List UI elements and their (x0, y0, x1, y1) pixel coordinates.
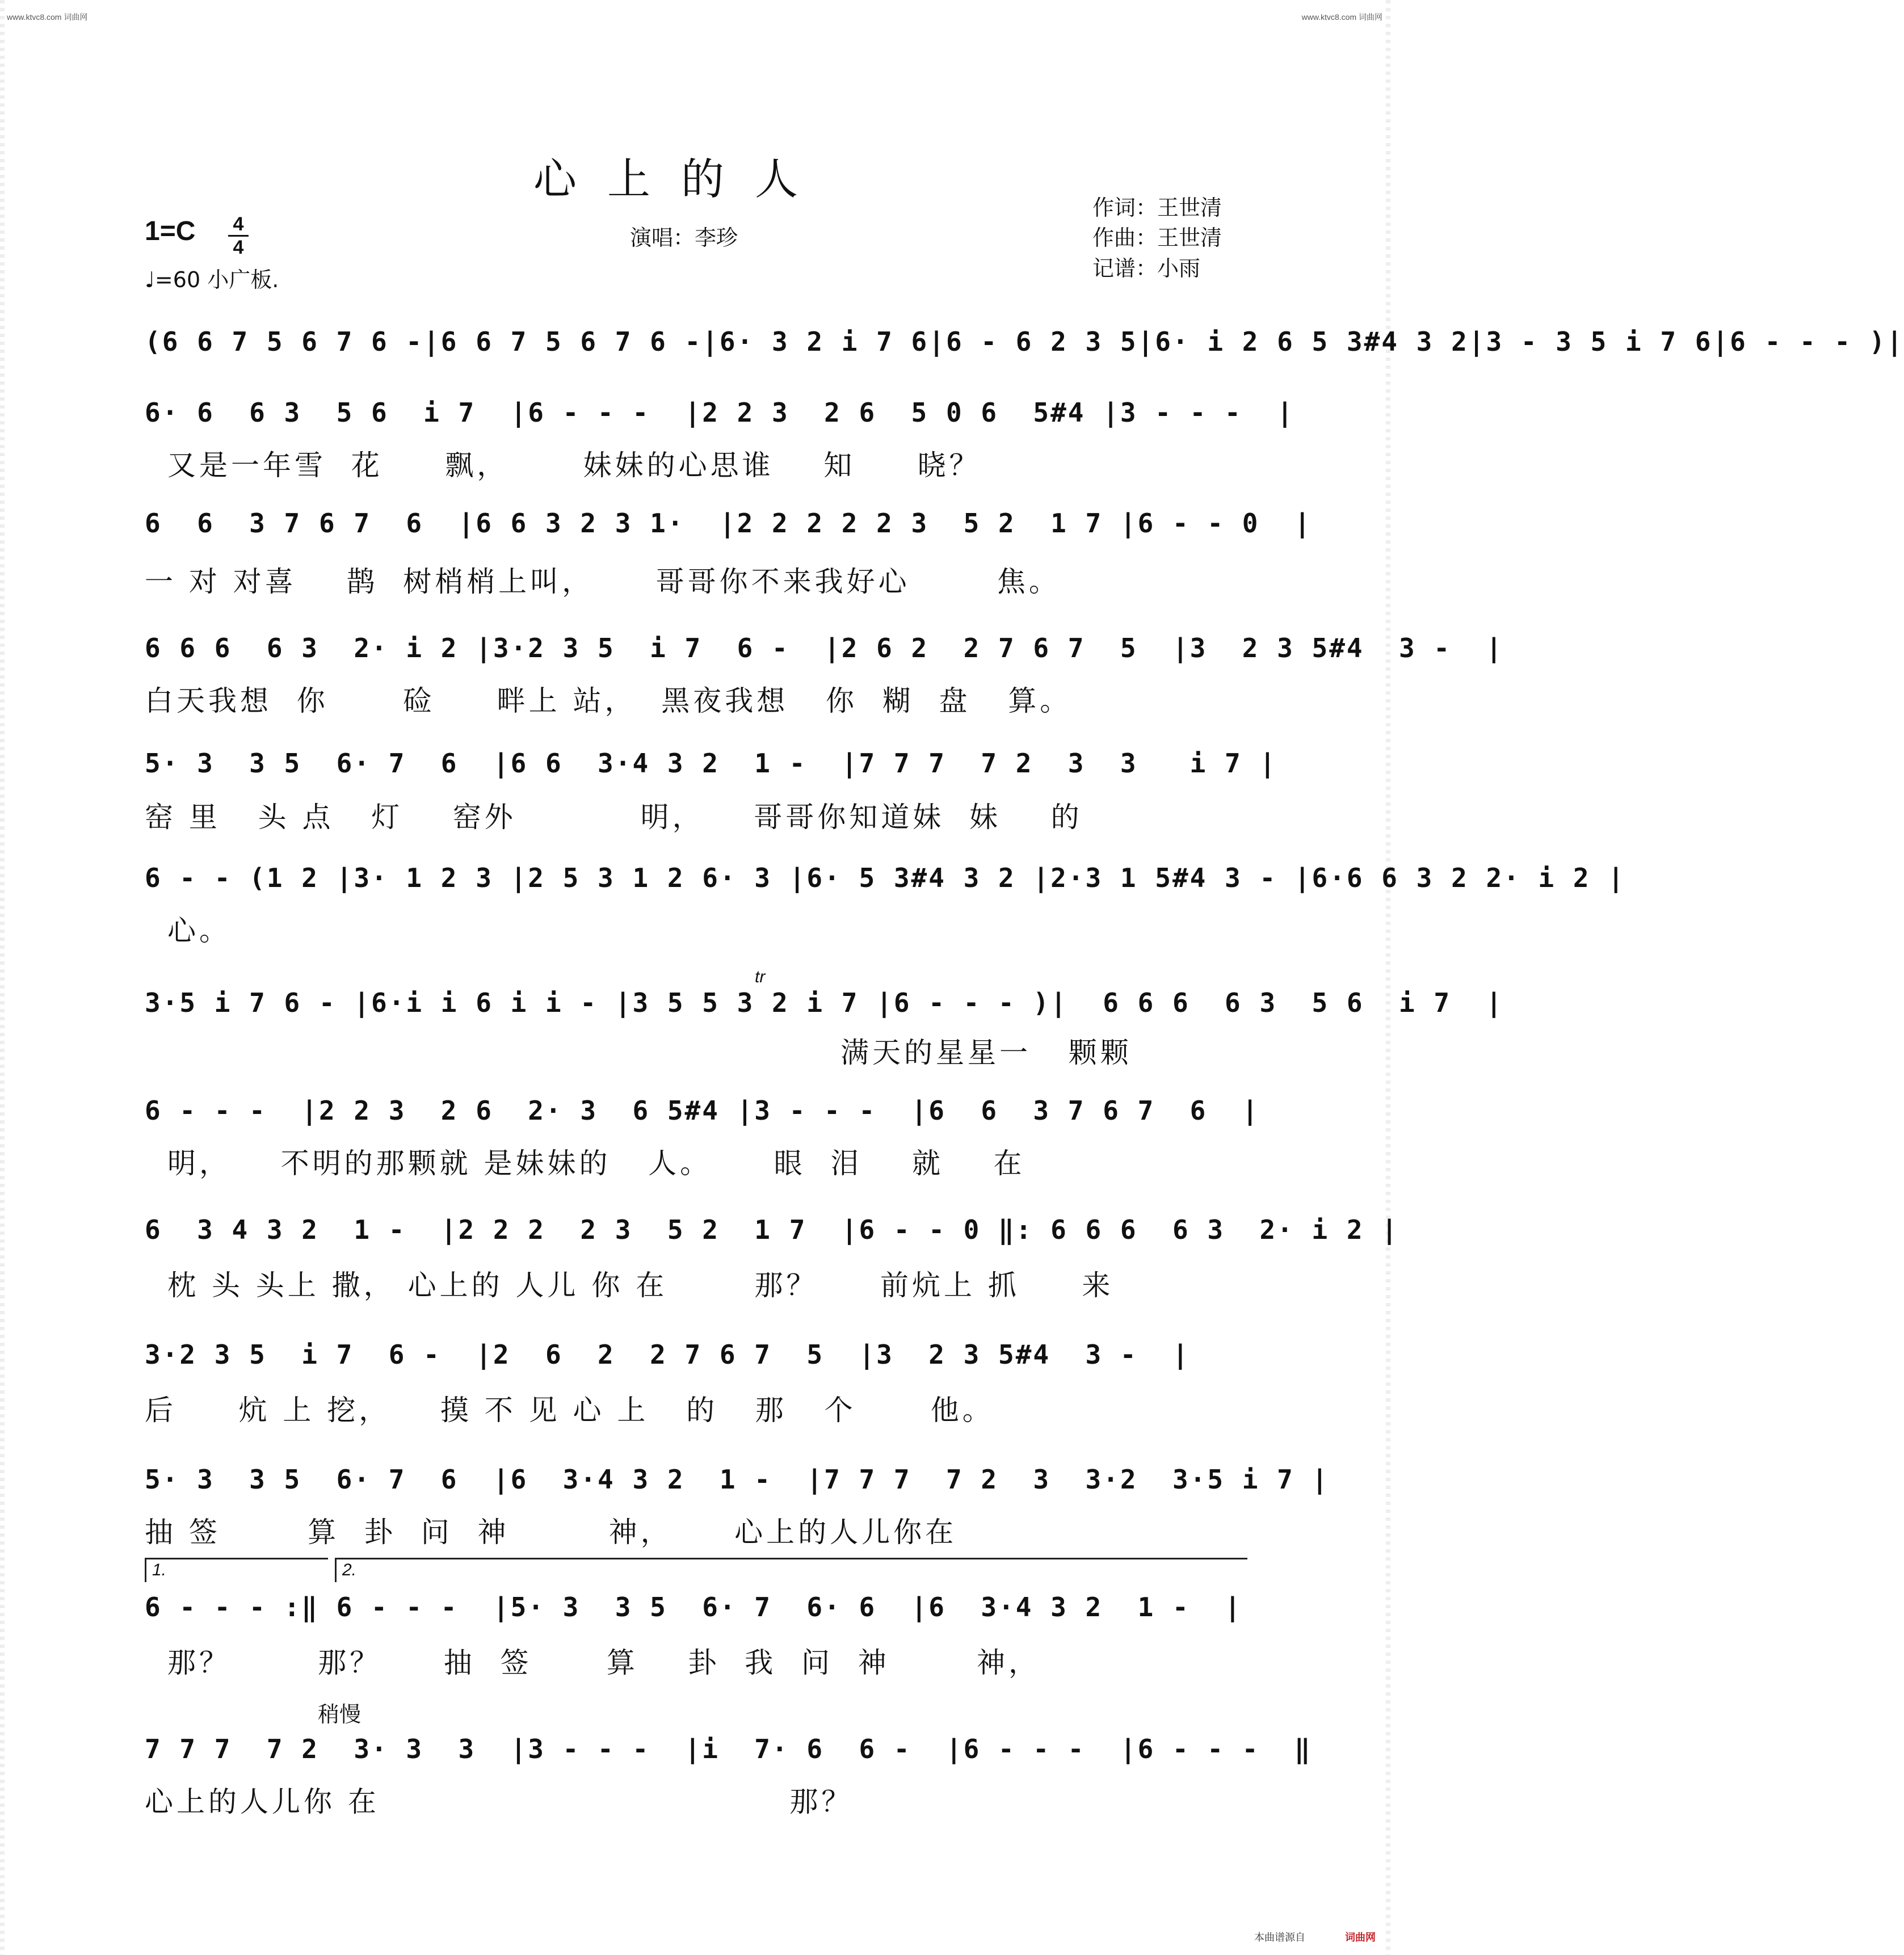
score-row-5-notes: 5· 3 3 5 6· 7 6 |6 6 3·4 3 2 1 - |7 7 7 7 2 3 3 i 7 | (145, 748, 1277, 779)
score-row-8-notes: 6 - - - |2 2 3 2 6 2· 3 6 5#4 |3 - - - |6 6 3 7 6 7 6 | (145, 1095, 1260, 1126)
score-row-3-notes: 6 6 3 7 6 7 6 |6 6 3 2 3 1· |2 2 2 2 2 3 5 2 1 7 |6 - - 0 | (145, 508, 1312, 539)
score-row-11-notes: 5· 3 3 5 6· 7 6 |6 3·4 3 2 1 - |7 7 7 7 2 3 3·2 3·5 i 7 | (145, 1464, 1330, 1495)
footer-source-label: 本曲谱源自 (1254, 1932, 1305, 1943)
score-row-5-lyric: 窑 里 头 点 灯 窑外 明， 哥哥你知道妹 妹 的 (145, 801, 1083, 834)
watermark-top-right: www.ktvc8.com 词曲网 (1301, 12, 1382, 22)
trill-mark: tr (755, 968, 766, 986)
volta-2-bracket (335, 1558, 1247, 1582)
time-signature-bottom: 4 (233, 237, 244, 258)
time-signature (228, 215, 249, 257)
score-row-10-lyric: 后 炕 上 挖， 摸 不 见 心 上 的 那 个 他。 (145, 1394, 994, 1427)
score-row-4-lyric: 白天我想 你 硷 畔上 站， 黑夜我想 你 糊 盘 算。 (145, 684, 1072, 717)
left-margin-strip (0, 0, 5, 1955)
slower-tempo-mark: 稍慢 (318, 1702, 362, 1727)
score-row-13-lyric: 心上的人儿你 在 那？ (145, 1785, 854, 1818)
lyricist-credit: 作词：王世清 (1092, 195, 1222, 220)
composer-credit: 作曲：王世清 (1092, 225, 1222, 250)
score-row-6-lyric: 心。 (167, 914, 231, 947)
time-signature-top: 4 (233, 213, 244, 235)
volta-2-label: 2. (342, 1561, 357, 1579)
score-row-2-notes: 6· 6 6 3 5 6 i 7 |6 - - - |2 2 3 2 6 5 0 6 5#4 |3 - - - | (145, 397, 1294, 428)
score-row-6-notes: 6 - - (1 2 |3· 1 2 3 |2 5 3 1 2 6· 3 |6· 5 3#4 3 2 |2·3 1 5#4 3 - |6·6 6 3 2 2· i 2 | (145, 863, 1626, 893)
score-row-7-notes: 3·5 i 7 6 - |6·i i 6 i i - |3 5 5 3 2 i 7 |6 - - - )| 6 6 6 6 3 5 6 i 7 | (145, 987, 1504, 1018)
score-row-7-lyric: 满天的星星一 颗颗 (145, 1036, 1132, 1069)
watermark-top-left: www.ktvc8.com 词曲网 (7, 12, 88, 22)
score-row-9-notes: 6 3 4 3 2 1 - |2 2 2 2 3 5 2 1 7 |6 - - 0 ‖: 6 6 6 6 3 2· i 2 | (145, 1214, 1399, 1245)
score-row-4-notes: 6 6 6 6 3 2· i 2 |3·2 3 5 i 7 6 - |2 6 2 2 7 6 7 5 |3 2 3 5#4 3 - | (145, 633, 1504, 663)
key-signature: 1=C (145, 216, 196, 246)
score-row-2-lyric: 又是一年雪 花 飘， 妹妹的心思谁 知 晓？ (167, 449, 981, 482)
transcriber-credit: 记谱：小雨 (1092, 256, 1201, 281)
right-margin-strip (1386, 0, 1390, 1955)
score-row-12-lyric: 那？ 那？ 抽 签 算 卦 我 问 神 神， (167, 1646, 1041, 1679)
score-row-8-lyric: 明， 不明的那颗就 是妹妹的 人。 眼 泪 就 在 (167, 1147, 1025, 1180)
volta-1-label: 1. (152, 1561, 167, 1579)
score-row-11-lyric: 抽 签 算 卦 问 神 神， 心上的人儿你在 (145, 1516, 957, 1549)
score-row-3-lyric: 一 对 对喜 鹊 树梢梢上叫， 哥哥你不来我好心 焦。 (145, 565, 1061, 598)
singer-credit: 演唱：李珍 (630, 225, 738, 250)
score-row-13-notes: 7 7 7 7 2 3· 3 3 |3 - - - |i 7· 6 6 - |6 - - - |6 - - - ‖ (145, 1734, 1312, 1764)
volta-1-bracket (145, 1558, 328, 1582)
tempo-mark: ♩=60 小广板. (145, 267, 279, 292)
score-row-12-notes: 6 - - - :‖ 6 - - - |5· 3 3 5 6· 7 6· 6 |6 3·4 3 2 1 - | (145, 1592, 1242, 1622)
score-row-1-notes: (6 6 7 5 6 7 6 -|6 6 7 5 6 7 6 -|6· 3 2 i 7 6|6 - 6 2 3 5|6· i 2 6 5 3#4 3 2|3 - 3 5 i 7 6|6 - - - )| (145, 326, 1904, 357)
score-row-9-lyric: 枕 头 头上 撒， 心上的 人儿 你 在 那？ 前炕上 抓 来 (167, 1269, 1114, 1302)
footer-site-name: 词曲网 (1345, 1932, 1376, 1943)
score-row-10-notes: 3·2 3 5 i 7 6 - |2 6 2 2 7 6 7 5 |3 2 3 5#4 3 - | (145, 1339, 1190, 1370)
song-title: 心上的人 (533, 154, 829, 204)
